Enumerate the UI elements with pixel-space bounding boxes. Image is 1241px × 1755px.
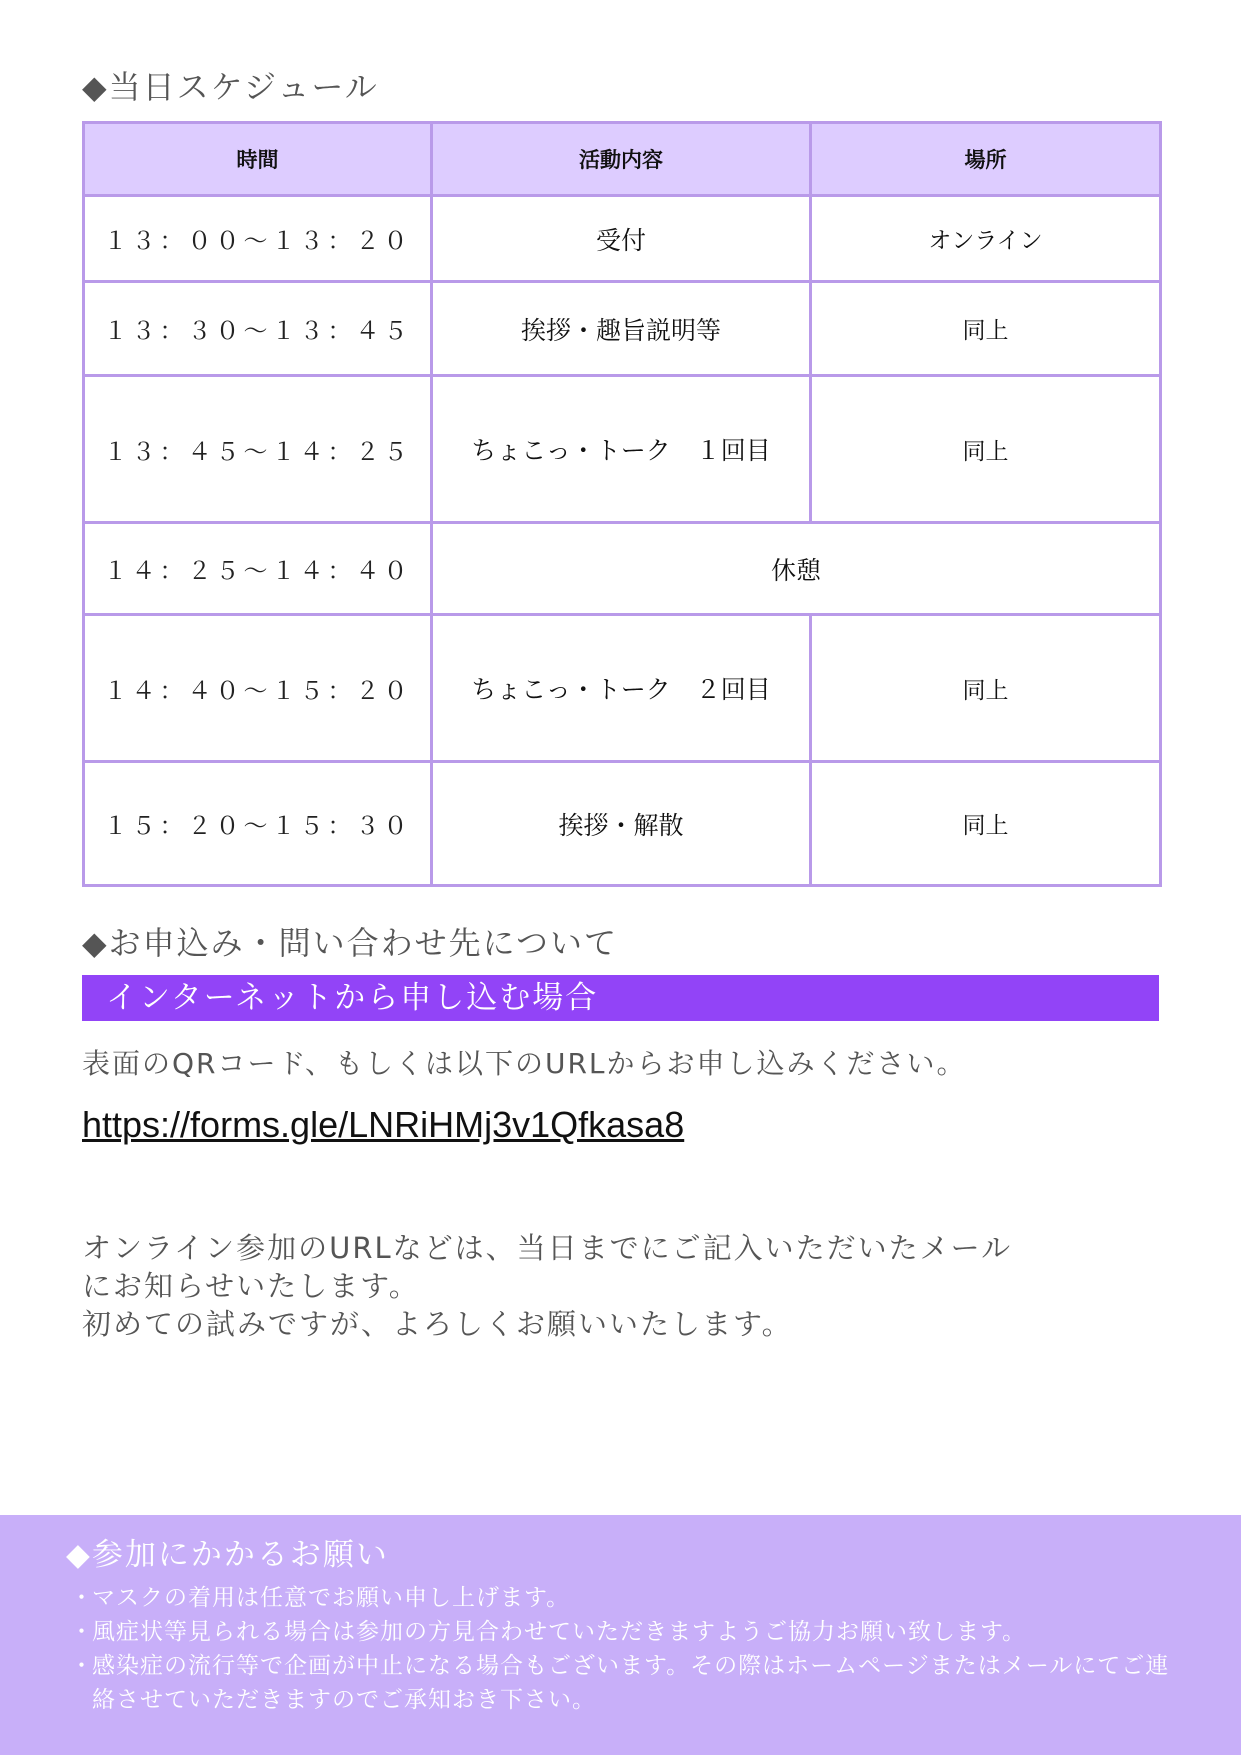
bullet-icon: ・ (70, 1585, 94, 1611)
header-activity: 活動内容 (432, 123, 811, 196)
requests-list (70, 1581, 1190, 1717)
contact-heading: ◆お申込み・問い合わせ先について (82, 924, 618, 962)
bullet-icon: ・ (70, 1619, 94, 1645)
notice-line: 初めての試みですが、よろしくお願いいたします。 (82, 1307, 793, 1341)
time-cell: １３：３０～１３：４５ (84, 282, 432, 376)
time-cell: １３：００～１３：２０ (84, 196, 432, 282)
table-row (84, 523, 1161, 615)
list-item-text: 感染症の流行等で企画が中止になる場合もございます。その際はホームページまたはメールにてご連絡させていただきますのでご承知おき下さい。 (92, 1653, 1170, 1713)
header-time: 時間 (84, 123, 432, 196)
schedule-heading: ◆当日スケジュール (82, 68, 379, 106)
internet-application-banner: インターネットから申し込む場合 (82, 975, 1159, 1021)
header-place: 場所 (811, 123, 1161, 196)
activity-cell: 挨拶・趣旨説明等 (432, 282, 811, 376)
time-cell: １４：２５～１４：４０ (84, 523, 432, 615)
activity-cell: 受付 (432, 196, 811, 282)
time-cell: １５：２０～１５：３０ (84, 762, 432, 886)
place-cell: 同上 (811, 376, 1161, 523)
place-cell: 同上 (811, 282, 1161, 376)
table-row (84, 376, 1161, 523)
online-notice (82, 1229, 1012, 1343)
activity-cell: ちょこっ・トーク ２回目 (432, 615, 811, 762)
list-item-text: 風症状等見られる場合は参加の方見合わせていただきますようご協力お願い致します。 (92, 1619, 1027, 1645)
activity-cell: ちょこっ・トーク １回目 (432, 376, 811, 523)
time-cell: １３：４５～１４：２５ (84, 376, 432, 523)
table-row (84, 762, 1161, 886)
notice-line: オンライン参加のURLなどは、当日までにご記入いただいたメール (82, 1231, 1013, 1265)
table-row (84, 282, 1161, 376)
application-form-link[interactable]: https://forms.gle/LNRiHMj3v1Qfkasa8 (82, 1104, 685, 1145)
place-cell: 同上 (811, 615, 1161, 762)
footer-heading: ◆参加にかかるお願い (66, 1537, 389, 1573)
notice-line: にお知らせいたします。 (82, 1269, 420, 1303)
place-cell: オンライン (811, 196, 1161, 282)
schedule-table (82, 121, 1162, 887)
list-item (70, 1581, 1190, 1615)
list-item-text: マスクの着用は任意でお願い申し上げます。 (92, 1585, 571, 1611)
list-item (70, 1649, 1190, 1717)
activity-cell: 挨拶・解散 (432, 762, 811, 886)
table-row (84, 615, 1161, 762)
table-header-row (84, 123, 1161, 196)
application-instruction: 表面のQRコード、もしくは以下のURLからお申し込みください。 (82, 1047, 967, 1080)
break-cell: 休憩 (432, 523, 1161, 615)
bullet-icon: ・ (70, 1653, 94, 1679)
participation-requests-panel (0, 1515, 1241, 1755)
table-row (84, 196, 1161, 282)
time-cell: １４：４０～１５：２０ (84, 615, 432, 762)
place-cell: 同上 (811, 762, 1161, 886)
list-item (70, 1615, 1190, 1649)
